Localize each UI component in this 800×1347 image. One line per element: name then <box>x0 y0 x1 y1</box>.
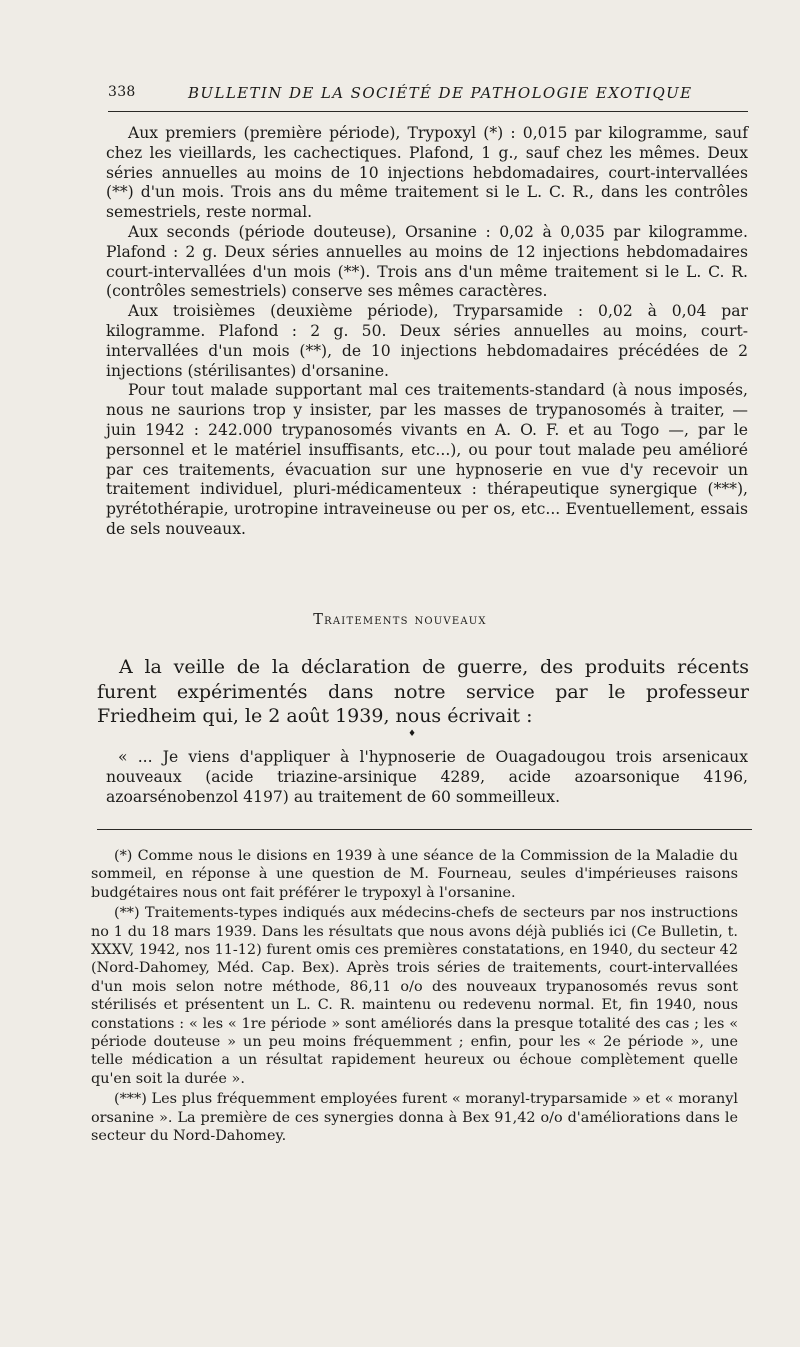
page-number: 338 <box>108 84 136 100</box>
paragraph-premiere-periode: Aux premiers (première période), Trypoxyl (*) : 0,015 par kilogramme, sauf chez les vieillards, les cachectiques. Plafond, 1 g., sauf chez les mêmes. Deux séries annuelles au moins de 10 injections hebdomadaires, court-intervallées (**) d'un mois. Trois ans du même traitement si le L. C. R., dans les contrôles semestriels, reste normal. <box>106 124 748 222</box>
page-header <box>108 84 748 110</box>
footnote-1: (*) Comme nous le disions en 1939 à une séance de la Commission de la Maladie du sommeil, en réponse à une question de M. Fourneau, seules d'impérieuses raisons budgétaires nous ont fait préférer le trypoxyl à l'orsanine. <box>91 848 738 901</box>
footnote-rule <box>97 829 752 830</box>
section-heading: Traitements nouveaux <box>313 612 487 628</box>
paragraph-intro: A la veille de la déclaration de guerre, des produits récents furent expérimentés dans notre service par le professeur Friedheim qui, le 2 août 1939, nous écrivait : <box>97 656 749 727</box>
paragraph-periode-douteuse: Aux seconds (période douteuse), Orsanine : 0,02 à 0,035 par kilogramme. Plafond : 2 g. Deux séries annuelles au moins de 12 injections hebdomadaires court-intervallées d'un mois (**). Trois ans d'un même traitement si le L. C. R. (contrôles semestriels) conserve ses mêmes caractères. <box>106 222 748 301</box>
intro-text <box>97 655 749 729</box>
paragraph-quote: « ... Je viens d'appliquer à l'hypnoserie de Ouagadougou trois arsenicaux nouveaux (acide triazine-arsinique 4289, acide azoarsonique 4196, azoarsénobenzol 4197) au traitement de 60 sommeilleux. <box>106 748 748 806</box>
paragraph-deuxieme-periode: Aux troisièmes (deuxième période), Tryparsamide : 0,02 à 0,04 par kilogramme. Plafond : 2 g. 50. Deux séries annuelles au moins, court-intervallées d'un mois (**), de 10 injections hebdomadaires précédées de 2 injections (stérilisantes) d'orsanine. <box>106 302 748 380</box>
header-rule <box>108 111 748 112</box>
footnote-3: (***) Les plus fréquemment employées furent « moranyl-tryparsamide » et « moranyl orsanine ». La première de ces synergies donna à Bex 91,42 o/o d'améliorations dans le secteur du Nord-Dahomey. <box>91 1091 738 1145</box>
quoted-letter <box>106 748 748 807</box>
footnotes <box>91 847 738 1146</box>
ornament-mark: ♦ <box>408 729 417 739</box>
main-text <box>106 124 748 540</box>
paragraph-traitements-standard: Pour tout malade supportant mal ces traitements-standard (à nous imposés, nous ne saurions trop y insister, par les masses de trypanosomés à traiter, — juin 1942 : 242.000 trypanosomés vivants en A. O. F. et au Togo —, par le personnel et le matériel insuffisants, etc...), ou pour tout malade peu amélioré par ces traitements, évacuation sur une hypnoserie en vue d'y recevoir un traitement individuel, pluri-médicamenteux : thérapeutique synergique (***), pyrétothérapie, urotropine intraveineuse ou per os, etc... Eventuellement, essais de sels nouveaux. <box>106 381 748 538</box>
footnote-2: (**) Traitements-types indiqués aux médecins-chefs de secteurs par nos instructions no 1 du 18 mars 1939. Dans les résultats que nous avons déjà publiés ici (Ce Bulletin, t. XXXV, 1942, nos 11-12) furent omis ces premières constatations, en 1940, du secteur 42 (Nord-Dahomey, Méd. Cap. Bex). Après trois séries de traitements, court-intervallées d'un mois selon notre méthode, 86,11 o/o des nouveaux trypanosomés revus sont stérilisés et présentent un L. C. R. maintenu ou redevenu normal. Et, fin 1940, nous constations : « les « 1re période » sont améliorés dans la presque totalité des cas ; les « période douteuse » un peu moins fréquemment ; enfin, pour les « 2e période », une telle médication a un résultat rapidement heureux ou échoue complètement quelle qu'en soit la durée ». <box>91 905 738 1087</box>
running-title: BULLETIN DE LA SOCIÉTÉ DE PATHOLOGIE EXOTIQUE <box>188 84 693 102</box>
